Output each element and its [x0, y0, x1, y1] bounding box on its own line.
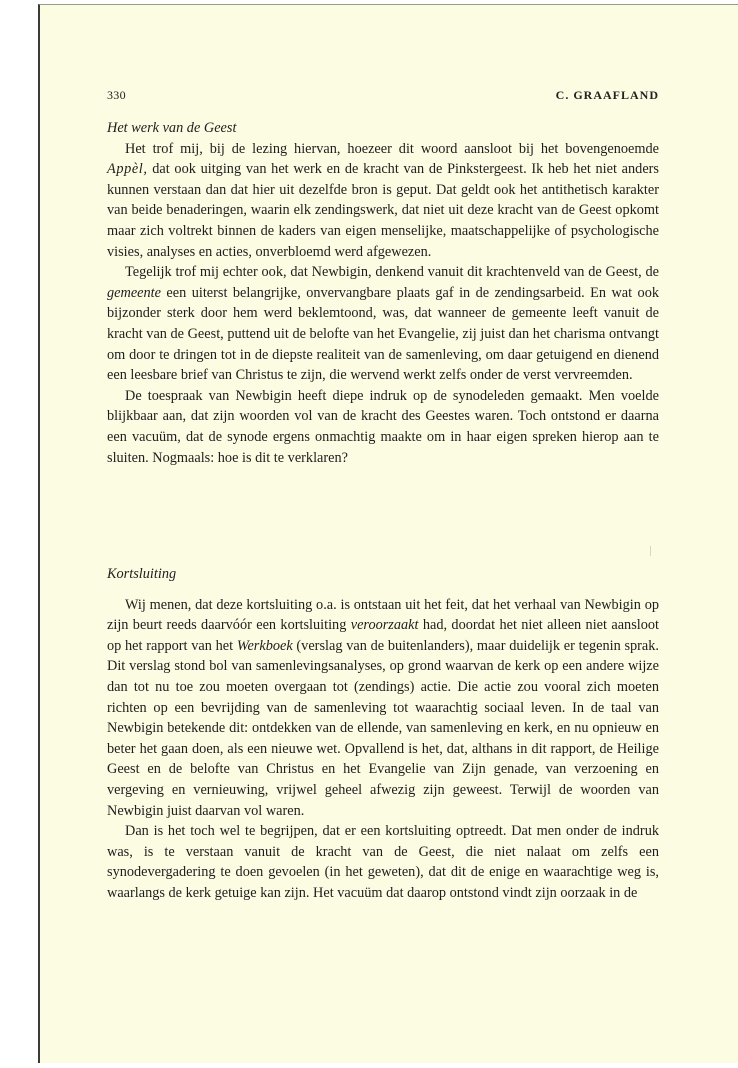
scan-mark: [650, 546, 651, 556]
emphasis: Werkboek: [236, 637, 293, 654]
page-header: [107, 88, 659, 104]
running-head: C. GRAAFLAND: [555, 88, 659, 102]
paragraph: Dan is het toch wel te begrijpen, dat er een kortsluiting optreedt. Dat men onder de indruk was, is te verstaan vanuit de kracht van de Geest, die niet nalaat om zelfs een synodevergadering te doen gevoelen (in het geweten), dat dit de enige en waarachtige weg is, waarlangs de kerk getuige kan zijn. Het vacuüm dat daarop ontstond vindt zijn oorzaak in de: [107, 823, 659, 901]
text-run: had, doordat het niet alleen niet aansloot op het rapport van het: [107, 617, 660, 654]
emphasis: Appèl,: [107, 161, 148, 178]
section-heading: Het werk van de Geest: [107, 120, 237, 136]
text-run: dat ook uitging van het werk en de kracht van de Pinkstergeest. Ik heb het niet anders kunnen verstaan dan dat hier uit dezelfde bron is geput. Dat geldt ook het antithetisch karakter van beide benaderingen, waarin elk zendingswerk, dat niet uit deze kracht van de Geest opkomt maar zich voltrekt binnen de kaders van eigen menselijke, maatschappelijke of psychologische visies, analyses en acties, onverbloemd werd afgewezen.: [107, 161, 659, 260]
paragraph: [107, 595, 659, 822]
text-run: Het trof mij, bij de lezing hiervan, hoezeer dit woord aansloot bij het bovengenoemde: [125, 140, 659, 157]
emphasis: gemeente: [107, 284, 161, 301]
emphasis: veroorzaakt: [350, 617, 419, 634]
paragraph: [107, 262, 659, 386]
page-number: 330: [107, 88, 126, 102]
text-run: een uiterst belangrijke, onvervangbare plaats gaf in de zendingsarbeid. En wat ook bijzonder sterk door hem werd beklemtoond, was, dat wanneer de gemeente leeft vanuit de kracht van de Geest, puttend uit de belofte van het Evangelie, zij juist dan het charisma ontvangt om door te dringen tot in de diepste realiteit van de samenleving, om daar getuigend en dienend een leesbare brief van Christus te zijn, die wervend werkt zelfs onder de verst vervreemden.: [107, 284, 659, 384]
section-heading: Kortsluiting: [107, 566, 177, 582]
paragraph: De toespraak van Newbigin heeft diepe indruk op de synodeleden gemaakt. Men voelde blijkbaar aan, dat zijn woorden vol van de kracht des Geestes waren. Toch ontstond er daarna een vacuüm, dat de synode ergens onmachtig maakte om in haar eigen spreken hierop aan te sluiten. Nogmaals: hoe is dit te verklaren?: [107, 387, 659, 466]
section-werk-van-de-geest: [107, 118, 659, 468]
text-run: Wij menen, dat deze kortsluiting o.a. is ontstaan uit het feit, dat het verhaal van Newbigin op zijn beurt reeds daarvóór een kortsluiting: [107, 596, 659, 634]
spacer: [107, 585, 659, 595]
text-run: (verslag van de buitenlanders), maar duidelijk er tegenin sprak. Dit verslag stond bol van samenlevingsanalyses, op grond waarvan de kerk op een andere wijze dan tot nu toe zou moeten overgaan tot (zendings) actie. Die actie zou vooral zich moeten richten op een bevrijding van de samenleving tot waarachtig sociaal leven. In de taal van Newbigin betekende dit: ontdekken van de ellende, van samenleving en kerk, en nu opnieuw en beter het gaan doen, als een nieuwe wet. Opvallend is het, dat, althans in dit rapport, de Heilige Geest en de belofte van Christus en het Evangelie van Zijn genade, van verzoening en vergeving en vernieuwing, vrijwel geheel afwezig zijn geweest. Terwijl de woorden van Newbigin juist daarvan vol waren.: [107, 637, 659, 819]
text-run: Tegelijk trof mij echter ook, dat Newbigin, denkend vanuit dit krachtenveld van de Geest, de: [125, 264, 659, 281]
paragraph: [107, 139, 659, 263]
section-kortsluiting: [107, 564, 659, 904]
